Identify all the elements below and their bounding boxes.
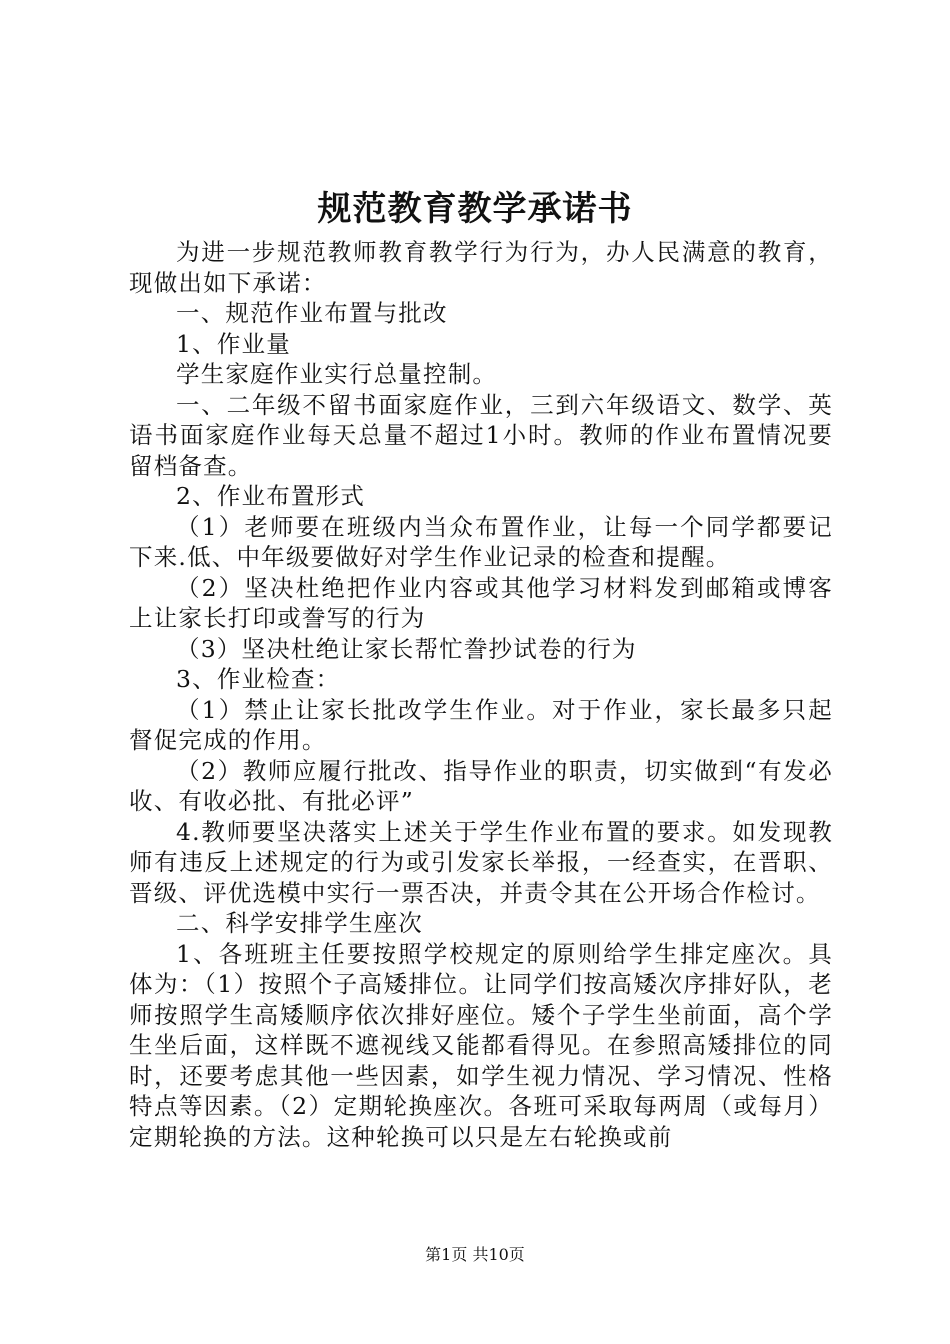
paragraph-seating-rules: 1、各班班主任要按照学校规定的原则给学生排定座次。具体为：（1）按照个子高矮排位。让同学们按高矮次序排好队，老师按照学生高矮顺序依次排好座位。矮个子学生坐前面，高个学生坐后面，这样既不遮视线又能都看得见。在参照高矮排位的同时，还要考虑其他一些因素，如学生视力情况、学习情况、性格特点等因素。（2）定期轮换座次。各班可采取每两周（或每月）定期轮换的方法。这种轮换可以只是左右轮换或前 — [129, 939, 833, 1151]
subheading-homework-check: 3、作业检查： — [176, 665, 341, 693]
subheading-assignment-form: 2、作业布置形式 — [176, 482, 366, 510]
section-heading-homework: 一、规范作业布置与批改 — [176, 299, 448, 327]
subheading-workload: 1、作业量 — [176, 329, 291, 358]
section-heading-seating: 二、科学安排学生座次 — [176, 909, 423, 937]
paragraph-total-control: 学生家庭作业实行总量控制。 — [176, 360, 498, 388]
paragraph-item-3: （3）坚决杜绝让家长帮忙誊抄试卷的行为 — [176, 634, 637, 663]
paragraph-grade-limits: 一、二年级不留书面家庭作业，三到六年级语文、数学、英语书面家庭作业每天总量不超过1小时。教师的作业布置情况要留档备查。 — [129, 390, 833, 480]
page-footer: 第1页 共10页 — [425, 1245, 525, 1264]
document-body — [129, 237, 833, 1152]
document-title: 规范教育教学承诺书 — [317, 189, 633, 229]
paragraph-check-1: （1）禁止让家长批改学生作业。对于作业，家长最多只起督促完成的作用。 — [129, 695, 833, 754]
paragraph-check-2: （2）教师应履行批改、指导作业的职责，切实做到“有发必收、有收必批、有批必评” — [129, 756, 833, 815]
paragraph-item-1: （1）老师要在班级内当众布置作业，让每一个同学都要记下来.低、中年级要做好对学生作业记录的检查和提醒。 — [129, 512, 833, 571]
paragraph-intro: 为进一步规范教师教育教学行为行为，办人民满意的教育，现做出如下承诺： — [129, 238, 833, 297]
paragraph-item-2: （2）坚决杜绝把作业内容或其他学习材料发到邮箱或博客上让家长打印或誊写的行为 — [129, 573, 833, 632]
paragraph-enforcement: 4.教师要坚决落实上述关于学生作业布置的要求。如发现教师有违反上述规定的行为或引发家长举报，一经查实，在晋职、晋级、评优选模中实行一票否决，并责令其在公开场合作检讨。 — [129, 817, 833, 907]
